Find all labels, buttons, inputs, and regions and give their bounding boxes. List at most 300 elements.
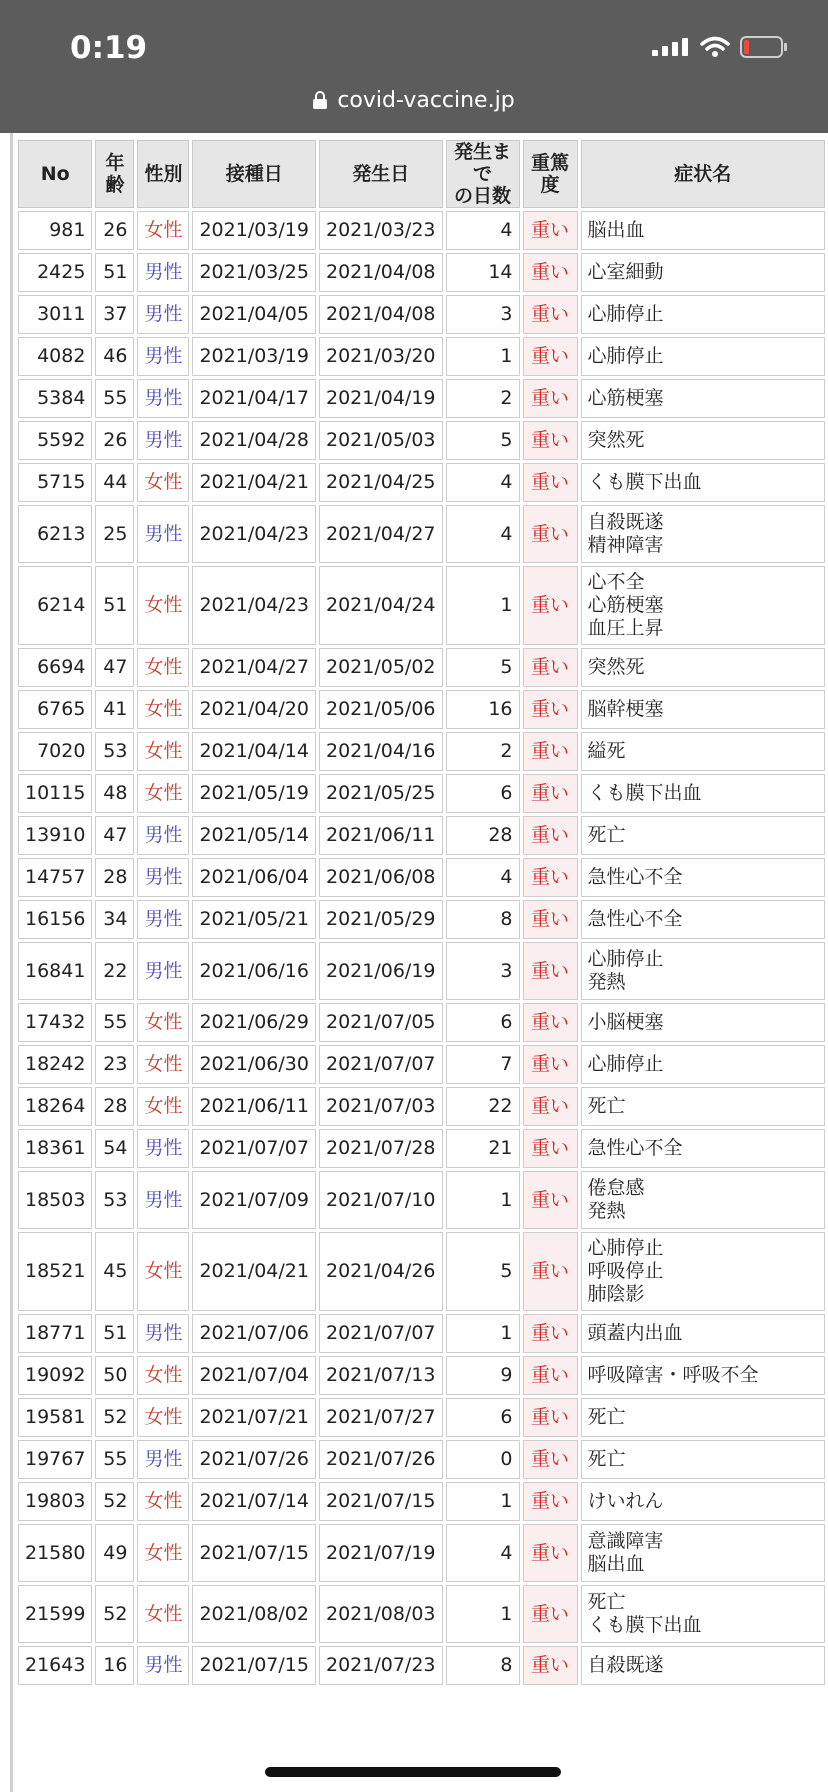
cell-days: 5 xyxy=(446,1232,520,1311)
cell-vaccination-date: 2021/03/19 xyxy=(192,211,316,250)
cell-onset-date: 2021/07/13 xyxy=(319,1356,443,1395)
header-days-line2: の日数 xyxy=(453,185,511,207)
table-row xyxy=(18,1356,825,1395)
cell-severity: 重い xyxy=(523,774,578,813)
cell-severity: 重い xyxy=(523,337,578,376)
cell-severity: 重い xyxy=(523,295,578,334)
symptom-line: 急性心不全 xyxy=(587,908,683,930)
cell-no: 18242 xyxy=(18,1045,92,1084)
cell-onset-date: 2021/05/29 xyxy=(319,900,443,939)
table-row xyxy=(18,774,825,813)
cell-no: 17432 xyxy=(18,1003,92,1042)
cell-severity: 重い xyxy=(523,253,578,292)
cell-sex: 男性 xyxy=(137,1314,189,1353)
cell-vaccination-date: 2021/07/14 xyxy=(192,1482,316,1521)
wifi-icon xyxy=(700,36,730,58)
cell-days: 22 xyxy=(446,1087,520,1126)
cell-no: 3011 xyxy=(18,295,92,334)
cell-onset-date: 2021/07/23 xyxy=(319,1646,443,1685)
cell-days: 28 xyxy=(446,816,520,855)
cell-severity: 重い xyxy=(523,1045,578,1084)
header-no: No xyxy=(18,140,92,208)
cell-vaccination-date: 2021/04/05 xyxy=(192,295,316,334)
cell-severity: 重い xyxy=(523,566,578,645)
cell-no: 16156 xyxy=(18,900,92,939)
cell-days: 6 xyxy=(446,1003,520,1042)
cell-sex: 男性 xyxy=(137,379,189,418)
symptom-line: 心肺停止 xyxy=(587,948,664,970)
symptom-line: けいれん xyxy=(587,1490,664,1512)
cell-days: 1 xyxy=(446,1482,520,1521)
cell-symptom xyxy=(581,1314,826,1353)
symptom-line: 心室細動 xyxy=(587,261,664,283)
cell-age: 37 xyxy=(95,295,134,334)
table-row xyxy=(18,690,825,729)
symptom-line: 心肺停止 xyxy=(587,345,664,367)
cell-vaccination-date: 2021/04/17 xyxy=(192,379,316,418)
cell-vaccination-date: 2021/07/15 xyxy=(192,1524,316,1582)
cell-symptom xyxy=(581,648,826,687)
cell-symptom xyxy=(581,732,826,771)
cell-no: 2425 xyxy=(18,253,92,292)
cell-symptom xyxy=(581,211,826,250)
cell-sex: 男性 xyxy=(137,900,189,939)
cell-sex: 男性 xyxy=(137,337,189,376)
cell-days: 5 xyxy=(446,648,520,687)
cell-sex: 男性 xyxy=(137,1129,189,1168)
table-row xyxy=(18,1440,825,1479)
cell-sex: 男性 xyxy=(137,1171,189,1229)
cell-severity: 重い xyxy=(523,1171,578,1229)
cell-severity: 重い xyxy=(523,1482,578,1521)
cell-vaccination-date: 2021/04/23 xyxy=(192,566,316,645)
cell-symptom xyxy=(581,1232,826,1311)
table-row xyxy=(18,379,825,418)
symptom-line: 死亡 xyxy=(587,1406,626,1428)
cell-days: 8 xyxy=(446,1646,520,1685)
cell-symptom xyxy=(581,1524,826,1582)
cell-days: 1 xyxy=(446,1314,520,1353)
cell-severity: 重い xyxy=(523,505,578,563)
cell-severity: 重い xyxy=(523,211,578,250)
cell-onset-date: 2021/03/23 xyxy=(319,211,443,250)
cell-sex: 女性 xyxy=(137,690,189,729)
cell-days: 7 xyxy=(446,1045,520,1084)
cell-onset-date: 2021/07/27 xyxy=(319,1398,443,1437)
cell-symptom xyxy=(581,421,826,460)
cell-days: 1 xyxy=(446,1585,520,1643)
cell-days: 14 xyxy=(446,253,520,292)
cell-days: 6 xyxy=(446,774,520,813)
cell-onset-date: 2021/07/07 xyxy=(319,1045,443,1084)
cell-onset-date: 2021/04/26 xyxy=(319,1232,443,1311)
cell-age: 55 xyxy=(95,379,134,418)
cell-vaccination-date: 2021/04/27 xyxy=(192,648,316,687)
cell-no: 19803 xyxy=(18,1482,92,1521)
cell-severity: 重い xyxy=(523,816,578,855)
table-row xyxy=(18,1171,825,1229)
cell-vaccination-date: 2021/03/25 xyxy=(192,253,316,292)
cell-no: 14757 xyxy=(18,858,92,897)
cell-onset-date: 2021/04/25 xyxy=(319,463,443,502)
table-row xyxy=(18,648,825,687)
cell-symptom xyxy=(581,1171,826,1229)
header-age: 年齢 xyxy=(95,140,134,208)
cell-vaccination-date: 2021/06/04 xyxy=(192,858,316,897)
symptom-line: 死亡 xyxy=(587,1448,626,1470)
cell-age: 53 xyxy=(95,732,134,771)
symptom-line: 心筋梗塞 xyxy=(587,594,664,616)
symptom-line: 脳出血 xyxy=(587,1553,645,1575)
cell-days: 4 xyxy=(446,211,520,250)
cell-age: 45 xyxy=(95,1232,134,1311)
table-row xyxy=(18,1045,825,1084)
cell-symptom xyxy=(581,1003,826,1042)
cell-sex: 男性 xyxy=(137,253,189,292)
cell-sex: 女性 xyxy=(137,463,189,502)
cell-days: 3 xyxy=(446,942,520,1000)
header-symptom: 症状名 xyxy=(581,140,826,208)
table-row xyxy=(18,1087,825,1126)
table-row xyxy=(18,1232,825,1311)
symptom-line: 心不全 xyxy=(587,571,645,593)
cell-days: 21 xyxy=(446,1129,520,1168)
cell-severity: 重い xyxy=(523,463,578,502)
symptom-line: 縊死 xyxy=(587,740,626,762)
address-bar[interactable] xyxy=(0,88,828,113)
cell-no: 4082 xyxy=(18,337,92,376)
table-row xyxy=(18,816,825,855)
cell-vaccination-date: 2021/05/21 xyxy=(192,900,316,939)
cell-no: 19767 xyxy=(18,1440,92,1479)
cell-no: 18264 xyxy=(18,1087,92,1126)
cell-no: 19581 xyxy=(18,1398,92,1437)
cell-onset-date: 2021/07/03 xyxy=(319,1087,443,1126)
cell-no: 7020 xyxy=(18,732,92,771)
cell-severity: 重い xyxy=(523,421,578,460)
cell-sex: 男性 xyxy=(137,858,189,897)
cell-sex: 男性 xyxy=(137,1646,189,1685)
cell-age: 53 xyxy=(95,1171,134,1229)
cell-sex: 女性 xyxy=(137,648,189,687)
cell-vaccination-date: 2021/07/09 xyxy=(192,1171,316,1229)
cell-symptom xyxy=(581,816,826,855)
symptom-line: 心肺停止 xyxy=(587,1053,664,1075)
symptom-line: 小脳梗塞 xyxy=(587,1011,664,1033)
symptom-line: 急性心不全 xyxy=(587,866,683,888)
cell-symptom xyxy=(581,1087,826,1126)
cell-sex: 女性 xyxy=(137,1482,189,1521)
cell-symptom xyxy=(581,942,826,1000)
cell-vaccination-date: 2021/03/19 xyxy=(192,337,316,376)
cell-days: 4 xyxy=(446,463,520,502)
cell-onset-date: 2021/07/19 xyxy=(319,1524,443,1582)
cell-age: 47 xyxy=(95,648,134,687)
cell-vaccination-date: 2021/07/07 xyxy=(192,1129,316,1168)
symptom-line: 突然死 xyxy=(587,656,645,678)
cell-sex: 男性 xyxy=(137,1440,189,1479)
cell-no: 5592 xyxy=(18,421,92,460)
cell-vaccination-date: 2021/04/20 xyxy=(192,690,316,729)
cell-age: 47 xyxy=(95,816,134,855)
cell-age: 23 xyxy=(95,1045,134,1084)
symptom-line: 死亡 xyxy=(587,1095,626,1117)
cell-vaccination-date: 2021/04/21 xyxy=(192,1232,316,1311)
cell-onset-date: 2021/06/19 xyxy=(319,942,443,1000)
symptom-line: 発熱 xyxy=(587,1200,626,1222)
cell-age: 25 xyxy=(95,505,134,563)
cell-days: 8 xyxy=(446,900,520,939)
symptom-line: 頭蓋内出血 xyxy=(587,1322,683,1344)
cell-age: 55 xyxy=(95,1003,134,1042)
symptom-line: 脳幹梗塞 xyxy=(587,698,664,720)
cellular-signal-icon xyxy=(652,38,690,56)
table-row xyxy=(18,337,825,376)
cell-age: 44 xyxy=(95,463,134,502)
cell-age: 51 xyxy=(95,253,134,292)
header-severity: 重篤度 xyxy=(523,140,578,208)
cell-vaccination-date: 2021/07/21 xyxy=(192,1398,316,1437)
cell-onset-date: 2021/07/26 xyxy=(319,1440,443,1479)
table-row xyxy=(18,1314,825,1353)
cell-severity: 重い xyxy=(523,1585,578,1643)
cell-symptom xyxy=(581,1356,826,1395)
symptom-line: くも膜下出血 xyxy=(587,782,702,804)
cell-onset-date: 2021/05/03 xyxy=(319,421,443,460)
cell-no: 6214 xyxy=(18,566,92,645)
symptom-line: 精神障害 xyxy=(587,534,664,556)
cell-severity: 重い xyxy=(523,858,578,897)
cell-age: 28 xyxy=(95,1087,134,1126)
cell-severity: 重い xyxy=(523,379,578,418)
cell-sex: 女性 xyxy=(137,566,189,645)
cell-sex: 女性 xyxy=(137,1087,189,1126)
symptom-line: 急性心不全 xyxy=(587,1137,683,1159)
cell-age: 51 xyxy=(95,1314,134,1353)
symptom-line: 心肺停止 xyxy=(587,303,664,325)
cell-severity: 重い xyxy=(523,900,578,939)
table-row xyxy=(18,1003,825,1042)
cell-sex: 男性 xyxy=(137,505,189,563)
status-bar xyxy=(0,0,828,133)
status-time: 0:19 xyxy=(70,30,148,66)
cell-no: 981 xyxy=(18,211,92,250)
adverse-events-table xyxy=(15,137,828,1688)
cell-severity: 重い xyxy=(523,690,578,729)
cell-vaccination-date: 2021/07/06 xyxy=(192,1314,316,1353)
cell-onset-date: 2021/05/25 xyxy=(319,774,443,813)
cell-sex: 男性 xyxy=(137,816,189,855)
cell-severity: 重い xyxy=(523,1398,578,1437)
cell-onset-date: 2021/07/28 xyxy=(319,1129,443,1168)
cell-symptom xyxy=(581,505,826,563)
symptom-line: 発熱 xyxy=(587,971,626,993)
cell-no: 13910 xyxy=(18,816,92,855)
header-vaccination-date: 接種日 xyxy=(192,140,316,208)
symptom-line: 脳出血 xyxy=(587,219,645,241)
symptom-line: 心筋梗塞 xyxy=(587,387,664,409)
cell-severity: 重い xyxy=(523,1524,578,1582)
cell-onset-date: 2021/04/19 xyxy=(319,379,443,418)
table-header-row xyxy=(18,140,825,208)
cell-days: 6 xyxy=(446,1398,520,1437)
cell-days: 2 xyxy=(446,379,520,418)
cell-vaccination-date: 2021/04/23 xyxy=(192,505,316,563)
cell-vaccination-date: 2021/07/04 xyxy=(192,1356,316,1395)
cell-days: 3 xyxy=(446,295,520,334)
cell-onset-date: 2021/07/15 xyxy=(319,1482,443,1521)
cell-days: 4 xyxy=(446,858,520,897)
cell-symptom xyxy=(581,295,826,334)
cell-severity: 重い xyxy=(523,732,578,771)
page-content xyxy=(10,133,828,1792)
cell-onset-date: 2021/07/05 xyxy=(319,1003,443,1042)
cell-sex: 女性 xyxy=(137,211,189,250)
cell-no: 5384 xyxy=(18,379,92,418)
table-row xyxy=(18,1585,825,1643)
cell-days: 1 xyxy=(446,337,520,376)
cell-age: 51 xyxy=(95,566,134,645)
cell-days: 4 xyxy=(446,505,520,563)
cell-age: 52 xyxy=(95,1398,134,1437)
cell-vaccination-date: 2021/07/15 xyxy=(192,1646,316,1685)
cell-sex: 女性 xyxy=(137,732,189,771)
table-row xyxy=(18,858,825,897)
table-row xyxy=(18,942,825,1000)
header-onset-date: 発生日 xyxy=(319,140,443,208)
battery-icon xyxy=(740,36,788,58)
symptom-line: 呼吸停止 xyxy=(587,1260,664,1282)
cell-symptom xyxy=(581,463,826,502)
symptom-line: 血圧上昇 xyxy=(587,617,664,639)
symptom-line: 自殺既遂 xyxy=(587,511,664,533)
table-row xyxy=(18,1129,825,1168)
cell-severity: 重い xyxy=(523,1232,578,1311)
cell-age: 55 xyxy=(95,1440,134,1479)
symptom-line: くも膜下出血 xyxy=(587,471,702,493)
cell-vaccination-date: 2021/04/14 xyxy=(192,732,316,771)
table-row xyxy=(18,505,825,563)
symptom-line: 死亡 xyxy=(587,824,626,846)
cell-days: 2 xyxy=(446,732,520,771)
cell-sex: 女性 xyxy=(137,1045,189,1084)
header-days-to-onset xyxy=(446,140,520,208)
cell-onset-date: 2021/06/08 xyxy=(319,858,443,897)
lock-icon xyxy=(313,91,327,109)
table-row xyxy=(18,295,825,334)
cell-onset-date: 2021/04/27 xyxy=(319,505,443,563)
cell-sex: 男性 xyxy=(137,295,189,334)
cell-no: 21643 xyxy=(18,1646,92,1685)
cell-symptom xyxy=(581,1482,826,1521)
cell-sex: 女性 xyxy=(137,1232,189,1311)
cell-days: 1 xyxy=(446,1171,520,1229)
cell-severity: 重い xyxy=(523,1356,578,1395)
cell-days: 0 xyxy=(446,1440,520,1479)
cell-severity: 重い xyxy=(523,1087,578,1126)
cell-no: 21580 xyxy=(18,1524,92,1582)
cell-symptom xyxy=(581,1646,826,1685)
cell-age: 26 xyxy=(95,421,134,460)
cell-age: 46 xyxy=(95,337,134,376)
cell-vaccination-date: 2021/04/28 xyxy=(192,421,316,460)
cell-age: 22 xyxy=(95,942,134,1000)
cell-age: 50 xyxy=(95,1356,134,1395)
cell-symptom xyxy=(581,1585,826,1643)
table-row xyxy=(18,1398,825,1437)
cell-symptom xyxy=(581,690,826,729)
table-row xyxy=(18,421,825,460)
cell-symptom xyxy=(581,774,826,813)
cell-vaccination-date: 2021/06/11 xyxy=(192,1087,316,1126)
table-row xyxy=(18,900,825,939)
cell-sex: 女性 xyxy=(137,1524,189,1582)
cell-no: 18771 xyxy=(18,1314,92,1353)
cell-no: 6765 xyxy=(18,690,92,729)
cell-vaccination-date: 2021/06/30 xyxy=(192,1045,316,1084)
cell-no: 18503 xyxy=(18,1171,92,1229)
cell-symptom xyxy=(581,1398,826,1437)
cell-age: 41 xyxy=(95,690,134,729)
cell-symptom xyxy=(581,1129,826,1168)
cell-onset-date: 2021/03/20 xyxy=(319,337,443,376)
cell-symptom xyxy=(581,253,826,292)
cell-age: 34 xyxy=(95,900,134,939)
cell-sex: 女性 xyxy=(137,1398,189,1437)
cell-sex: 女性 xyxy=(137,1585,189,1643)
cell-vaccination-date: 2021/06/16 xyxy=(192,942,316,1000)
cell-vaccination-date: 2021/05/19 xyxy=(192,774,316,813)
cell-age: 54 xyxy=(95,1129,134,1168)
home-indicator[interactable] xyxy=(265,1767,561,1777)
cell-sex: 女性 xyxy=(137,1356,189,1395)
symptom-line: 倦怠感 xyxy=(587,1177,645,1199)
cell-days: 4 xyxy=(446,1524,520,1582)
cell-days: 16 xyxy=(446,690,520,729)
cell-onset-date: 2021/06/11 xyxy=(319,816,443,855)
symptom-line: くも膜下出血 xyxy=(587,1614,702,1636)
cell-sex: 女性 xyxy=(137,1003,189,1042)
table-row xyxy=(18,566,825,645)
table-row xyxy=(18,253,825,292)
cell-symptom xyxy=(581,858,826,897)
cell-onset-date: 2021/08/03 xyxy=(319,1585,443,1643)
table-row xyxy=(18,732,825,771)
cell-onset-date: 2021/05/06 xyxy=(319,690,443,729)
cell-no: 18361 xyxy=(18,1129,92,1168)
cell-age: 52 xyxy=(95,1585,134,1643)
cell-vaccination-date: 2021/06/29 xyxy=(192,1003,316,1042)
cell-age: 48 xyxy=(95,774,134,813)
symptom-line: 死亡 xyxy=(587,1591,626,1613)
cell-onset-date: 2021/04/16 xyxy=(319,732,443,771)
cell-severity: 重い xyxy=(523,1003,578,1042)
cell-symptom xyxy=(581,1440,826,1479)
cell-no: 6213 xyxy=(18,505,92,563)
cell-severity: 重い xyxy=(523,1129,578,1168)
cell-onset-date: 2021/07/10 xyxy=(319,1171,443,1229)
cell-no: 21599 xyxy=(18,1585,92,1643)
cell-symptom xyxy=(581,1045,826,1084)
table-row xyxy=(18,1482,825,1521)
cell-symptom xyxy=(581,900,826,939)
cell-vaccination-date: 2021/07/26 xyxy=(192,1440,316,1479)
cell-age: 52 xyxy=(95,1482,134,1521)
symptom-line: 自殺既遂 xyxy=(587,1654,664,1676)
cell-no: 6694 xyxy=(18,648,92,687)
cell-severity: 重い xyxy=(523,1646,578,1685)
table-row xyxy=(18,1524,825,1582)
